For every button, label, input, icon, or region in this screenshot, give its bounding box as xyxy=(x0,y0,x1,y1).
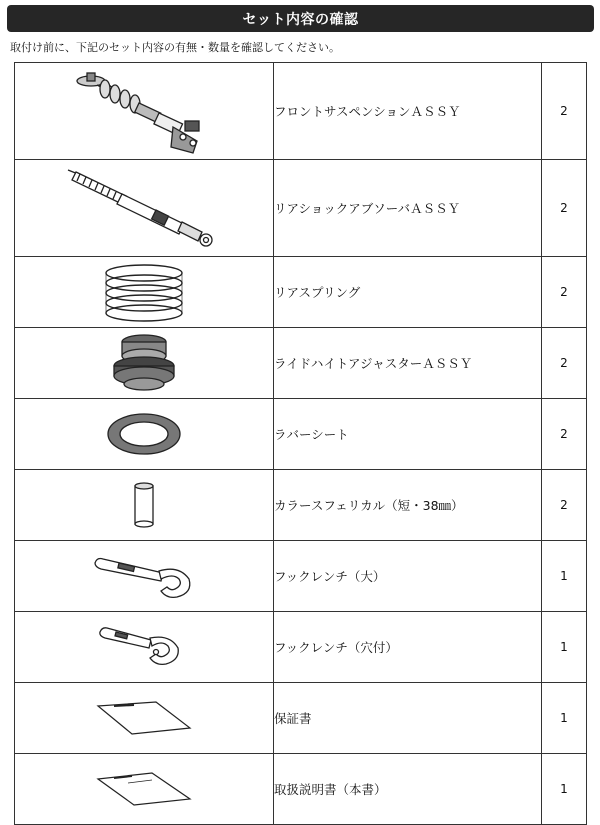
hook-wrench-large-icon xyxy=(89,551,199,601)
item-qty: 2 xyxy=(542,470,587,541)
table-row xyxy=(15,328,587,399)
manual-icon xyxy=(94,769,194,809)
table-row xyxy=(15,63,587,160)
item-name: リアスプリング xyxy=(274,257,542,328)
item-qty: 1 xyxy=(542,754,587,825)
table-row xyxy=(15,683,587,754)
table-row xyxy=(15,470,587,541)
rear-spring-icon xyxy=(99,259,189,325)
item-qty: 2 xyxy=(542,63,587,160)
item-name: カラースフェリカル（短・38㎜） xyxy=(274,470,542,541)
ride-height-adjuster-icon xyxy=(104,330,184,396)
hook-wrench-hole-icon xyxy=(94,622,194,672)
item-name: ラバーシート xyxy=(274,399,542,470)
table-row xyxy=(15,541,587,612)
parts-table xyxy=(14,62,587,825)
item-name: 取扱説明書（本書） xyxy=(274,754,542,825)
item-name: フックレンチ（穴付） xyxy=(274,612,542,683)
item-qty: 2 xyxy=(542,399,587,470)
table-row xyxy=(15,399,587,470)
table-row xyxy=(15,754,587,825)
item-qty: 2 xyxy=(542,160,587,257)
collar-spherical-icon xyxy=(129,480,159,530)
item-name: ライドハイトアジャスターＡＳＳＹ xyxy=(274,328,542,399)
item-qty: 1 xyxy=(542,683,587,754)
item-qty: 2 xyxy=(542,328,587,399)
table-row xyxy=(15,612,587,683)
intro-text: 取付け前に、下記のセット内容の有無・数量を確認してください。 xyxy=(10,41,340,54)
page-title: セット内容の確認 xyxy=(7,5,594,32)
table-row xyxy=(15,160,587,257)
table-row xyxy=(15,257,587,328)
item-name: フロントサスペンションＡＳＳＹ xyxy=(274,63,542,160)
rear-shock-absorber-icon xyxy=(64,162,224,254)
front-suspension-icon xyxy=(69,65,219,157)
item-qty: 2 xyxy=(542,257,587,328)
item-qty: 1 xyxy=(542,612,587,683)
item-qty: 1 xyxy=(542,541,587,612)
item-name: フックレンチ（大） xyxy=(274,541,542,612)
item-name: リアショックアブソーバＡＳＳＹ xyxy=(274,160,542,257)
item-name: 保証書 xyxy=(274,683,542,754)
warranty-card-icon xyxy=(94,698,194,738)
rubber-seat-icon xyxy=(104,409,184,459)
